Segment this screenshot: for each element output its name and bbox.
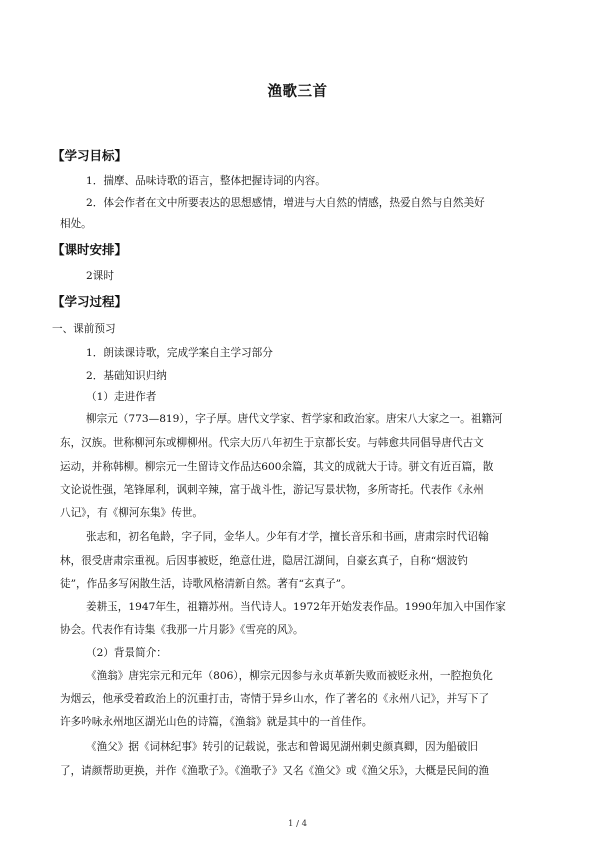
jiang-paragraph-line-2: 协会。代表作有诗集《我那一片月影》《雪亮的风》。 bbox=[60, 624, 304, 636]
schedule-heading: 【课时安排】 bbox=[52, 242, 128, 257]
liu-paragraph-line-3: 运动，并称韩柳。柳宗元一生留诗文作品达600余篇，其文的成就大于诗。骈文有近百篇，散 bbox=[60, 461, 494, 473]
liu-paragraph-line-1: 柳宗元（773—819），字子厚。唐代文学家、哲学家和政治家。唐宋八大家之一。祖籍河 bbox=[86, 413, 503, 425]
page-number: 1 / 4 bbox=[287, 819, 308, 829]
pre-study-item-1: 1．朗读课诗歌，完成学案自主学习部分 bbox=[86, 347, 273, 359]
bg-yuweng-line-2: 为烟云，他承受着政治上的沉重打击，寄情于异乡山水，作了著名的《永州八记》，并写下了 bbox=[60, 693, 490, 705]
goal-2-line-1: 2．体会作者在文中所要表达的思想感情，增进与大自然的情感，热爱自然与自然美好 bbox=[86, 197, 485, 209]
author-subheading: （1）走进作者 bbox=[86, 391, 157, 403]
goal-2-line-2: 相处。 bbox=[60, 218, 92, 230]
bg-yufu-line-1: 《渔父》据《词林纪事》转引的记载说，张志和曾谒见湖州刺史颜真卿，因为船破旧 bbox=[86, 741, 478, 753]
zhang-paragraph-line-2: 林，很受唐肃宗重视。后因事被贬，绝意仕进，隐居江湖间，自豪玄真子，自称“烟波钓 bbox=[60, 555, 468, 567]
jiang-paragraph-line-1: 姜耕玉，1947年生，祖籍苏州。当代诗人。1972年开始发表作品。1990年加入中国作家 bbox=[86, 601, 506, 613]
zhang-paragraph-line-3: 徒”，作品多写闲散生活，诗歌风格清新自然。著有“玄真子”。 bbox=[60, 578, 352, 590]
pre-study-heading: 一、课前预习 bbox=[52, 323, 116, 335]
bg-yuweng-line-3: 许多吟咏永州地区湖光山色的诗篇，《渔翁》就是其中的一首佳作。 bbox=[60, 716, 373, 728]
background-subheading: （2）背景简介： bbox=[86, 647, 167, 659]
learning-goals-heading: 【学习目标】 bbox=[52, 148, 128, 163]
pre-study-item-2: 2．基础知识归纳 bbox=[86, 370, 167, 382]
bg-yufu-line-2: 了，请颜帮助更换，并作《渔歌子》。《渔歌子》又名《渔父》或《渔父乐》，大概是民间的渔 bbox=[60, 765, 490, 777]
zhang-paragraph-line-1: 张志和，初名龟龄，字子同，金华人。少年有才学，擅长音乐和书画，唐肃宗时代诏翰 bbox=[86, 531, 489, 543]
liu-paragraph-line-5: 八记》，有《柳河东集》传世。 bbox=[60, 507, 204, 519]
liu-paragraph-line-4: 文论说性强，笔锋犀利，讽刺辛辣，富于战斗性，游记写景状物，多所寄托。代表作《永州 bbox=[60, 484, 484, 496]
page-title: 渔歌三首 bbox=[267, 84, 328, 100]
process-heading: 【学习过程】 bbox=[52, 294, 128, 309]
goal-1: 1．揣摩、品味诗歌的语言，整体把握诗词的内容。 bbox=[86, 175, 326, 187]
schedule-text: 2课时 bbox=[86, 270, 114, 282]
liu-paragraph-line-2: 东，汉族。世称柳河东或柳柳州。代宗大历八年初生于京都长安。与韩愈共同倡导唐代古文 bbox=[60, 437, 484, 449]
bg-yuweng-line-1: 《渔翁》唐宪宗元和元年（806），柳宗元因参与永贞革新失败而被贬永州，一腔抱负化 bbox=[86, 670, 493, 682]
